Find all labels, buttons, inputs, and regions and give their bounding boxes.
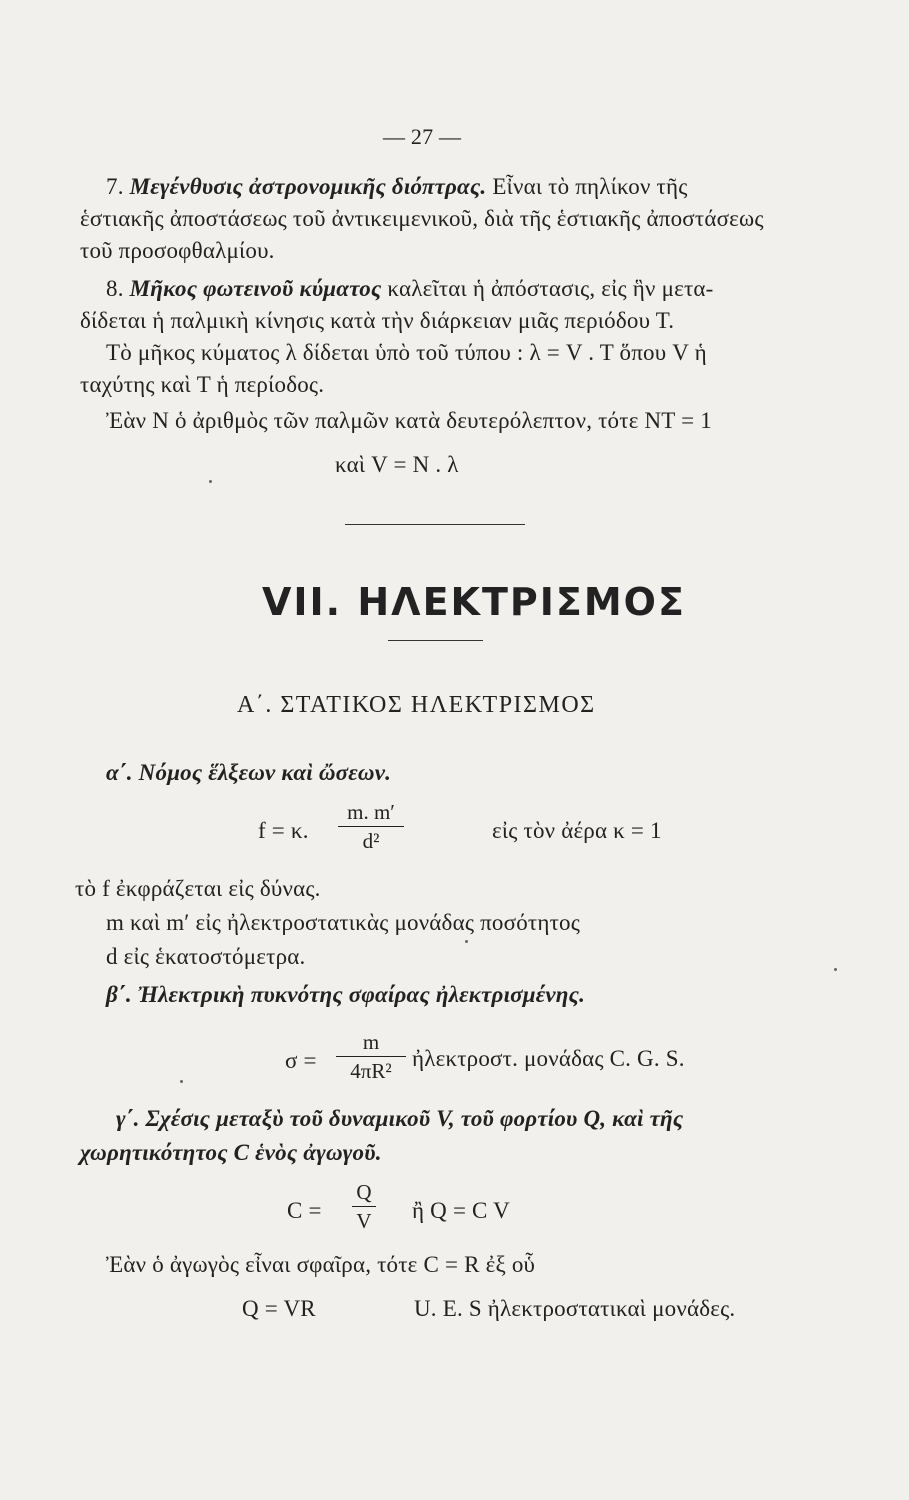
item7-title: Μεγένθυσις ἀστρονομικῆς διόπτρας. [129, 174, 487, 199]
sub-a-formula-lhs: f = κ. [258, 818, 309, 843]
item7-line1 [106, 172, 688, 202]
print-speck [180, 1080, 183, 1083]
page-number: — 27 — [383, 124, 462, 149]
sub-a-line2: m καὶ m′ εἰς ἠλεκτροστατικὰς μονάδας ποσότητος [106, 910, 581, 935]
item8-line5: Ἐὰν Ν ὁ ἀριθμὸς τῶν παλμῶν κατὰ δευτερόλεπτον, τότε NT = 1 [106, 408, 712, 433]
fraction-bar [336, 1056, 406, 1057]
item7-number: 7. [106, 174, 124, 199]
print-speck [209, 480, 212, 483]
fraction-bar [338, 826, 404, 827]
item8-title: Μῆκος φωτεινοῦ κύματος [129, 276, 382, 301]
item8-line1 [106, 274, 714, 304]
sub-c-numerator: Q [356, 1180, 372, 1204]
sub-c-fraction [352, 1180, 376, 1233]
print-speck [834, 968, 837, 971]
sub-a-numerator: m. m′ [347, 800, 395, 824]
sub-b-title: β΄. Ἠλεκτρικὴ πυκνότης σφαίρας ἠλεκτρισμένης. [106, 982, 586, 1007]
item7-line2: ἑστιακῆς ἀποστάσεως τοῦ ἀντικειμενικοῦ, διὰ τῆς ἑστιακῆς ἀποστάσεως [80, 206, 764, 231]
sub-c-title-line2: χωρητικότητος C ἑνὸς ἀγωγοῦ. [80, 1140, 382, 1165]
divider-top [345, 524, 525, 525]
sub-a-denominator: d² [362, 829, 380, 853]
print-speck [465, 940, 468, 943]
sub-a-line3: d εἰς ἑκατοστόμετρα. [106, 944, 306, 969]
sub-b-formula-lhs: σ = [285, 1048, 317, 1073]
sub-a-title: α΄. Νόμος ἕλξεων καὶ ὤσεων. [106, 760, 392, 785]
item8-line6: καὶ V = N . λ [335, 452, 459, 477]
sub-b-numerator: m [362, 1030, 380, 1054]
sub-a-line1: τὸ f ἐκφράζεται εἰς δύνας. [75, 876, 321, 901]
section-title: Α΄. ΣΤΑΤΙΚΟΣ ΗΛΕΚΤΡΙΣΜΟΣ [237, 692, 596, 718]
divider-bottom [388, 640, 483, 641]
item7-line3: τοῦ προσοφθαλμίου. [80, 238, 275, 263]
item8-number: 8. [106, 276, 124, 301]
sub-c-denominator: V [356, 1209, 372, 1233]
sub-b-fraction [336, 1030, 406, 1083]
item8-line3: Τὸ μῆκος κύματος λ δίδεται ὑπὸ τοῦ τύπου : λ = V . T ὅπου V ἡ [106, 340, 707, 365]
sub-c-line2-formula: Q = VR [242, 1296, 316, 1321]
chapter-title: VII. ΗΛΕΚΤΡΙΣΜΟΣ [262, 580, 686, 624]
item8-line2: δίδεται ἡ παλμικὴ κίνησις κατὰ τὴν διάρκειαν μιᾶς περιόδου Τ. [80, 308, 675, 333]
sub-a-fraction [338, 800, 404, 853]
sub-c-line1: Ἐὰν ὁ ἀγωγὸς εἶναι σφαῖρα, τότε C = R ἐξ οὗ [106, 1252, 536, 1277]
sub-c-formula-rest: ἢ Q = C V [412, 1198, 510, 1223]
sub-c-title-line1: γ΄. Σχέσις μεταξὺ τοῦ δυναμικοῦ V, τοῦ φορτίου Q, καὶ τῆς [116, 1106, 684, 1131]
sub-c-line2-units: U. E. S ἠλεκτροστατικαὶ μονάδες. [414, 1296, 736, 1321]
sub-a-formula-note: εἰς τὸν ἀέρα κ = 1 [492, 818, 662, 843]
item8-line4: ταχύτης καὶ T ἡ περίοδος. [80, 372, 325, 397]
sub-b-denominator: 4πR² [350, 1059, 392, 1083]
sub-b-formula-note: ἠλεκτροστ. μονάδας C. G. S. [412, 1046, 685, 1071]
item8-line1-rest: καλεῖται ἡ ἀπόστασις, εἰς ἣν μετα- [387, 276, 714, 301]
item7-line1-rest: Εἶναι τὸ πηλίκον τῆς [492, 174, 688, 199]
sub-c-formula-lhs: C = [287, 1198, 322, 1223]
fraction-bar [352, 1206, 376, 1207]
